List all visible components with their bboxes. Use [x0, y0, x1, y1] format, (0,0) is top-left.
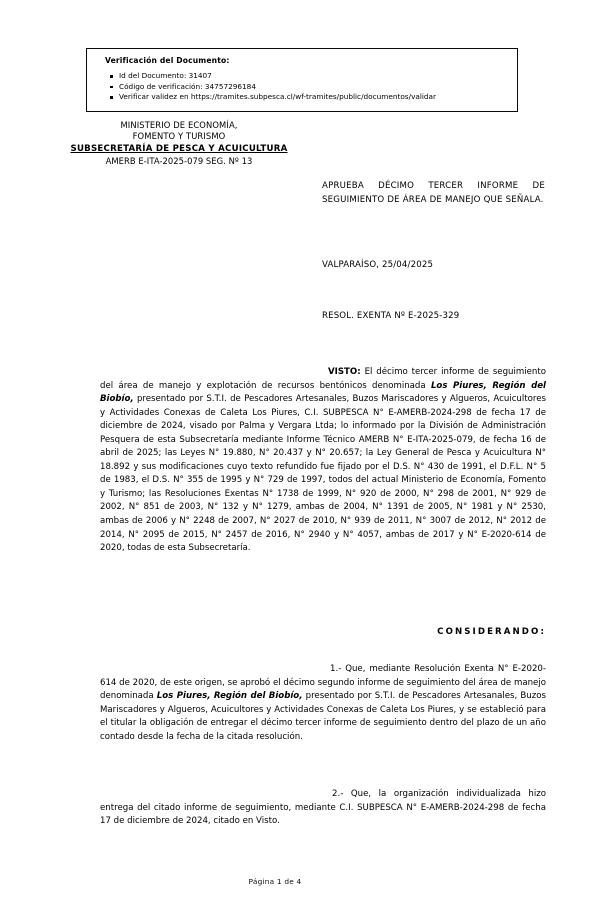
considerando-1-area-name: Los Piures, Región del Biobío, [156, 691, 303, 702]
subject-line-1: APRUEBA DÉCIMO TERCER INFORME [322, 181, 519, 191]
place-and-date: VALPARAÍSO, 25/04/2025 [322, 260, 434, 270]
considerando-item-1 [100, 663, 546, 744]
subject-line-3: MANEJO QUE SEÑALA. [444, 194, 544, 205]
visto-text-part-2: presentado por S.T.I. de Pescadores Artesanales, Buzos Mariscadores y Algueros, Acuicultores y Actividades Conexas de Caleta Los Piures, C.I. SUBPESCA N° E-AMERB-2024-298 de fecha 17 de diciembre de 2024, visado por Palma y Vergara Ltda; lo informado por la División de Administración Pesquera de esta Subsecretaría mediante Informe Técnico AMERB N° E-ITA-2025-079, de fecha 16 de abril de 2025; las Leyes N° 19.880, N° 20.437 y N° 20.657; la Ley General de Pesca y Acuicultura N° 18.892 y sus modificaciones cuyo texto refundido fue fijado por el D.S. N° 430 de 1991, el D.F.L. N° 5 de 1983, el D.S. N° 355 de 1995 y N° 729 de 1997, todos del actual Ministerio de Economía, Fomento y Turismo; las Resoluciones Exentas N° 1738 de 1999, N° 920 de 2000, N° 298 de 2001, N° 929 de 2002, N° 851 de 2003, N° 132 y N° 1279, ambas de 2004, N° 1391 de 2005, N° 1981 y N° 2530, ambas de 2006 y N° 2248 de 2007, N° 2027 de 2010, N° 939 de 2011, N° 3007 de 2012, N° 2012 de 2014, N° 2095 de 2015, N° 2457 de 2016, N° 2940 y N° 4057, ambas de 2017 y N° E-2020-614 de 2020, todas de esta Subsecretaría. [100, 394, 546, 554]
visto-section [100, 366, 546, 556]
verification-list [97, 71, 507, 103]
considerando-2-text: 2.- Que, la organización individualizada hizo entrega del citado informe de seguimiento, mediante C.I. SUBPESCA N° E-AMERB-2024-298 de fecha 17 de diciembre de 2024, citado en Visto. [100, 789, 546, 827]
verification-item-url: Verificar validez en https://tramites.subpesca.cl/wf-tramites/public/documentos/validar [119, 92, 507, 103]
considerando-1-text-part-2: presentado por S.T.I. de Pescadores Artesanales, Buzos Mariscadores y Algueros, Acuicultores y Actividades Conexas de Caleta Los Piures, y se estableció para el titular la obligación de entregar el décimo tercer informe de seguimiento dentro del plazo de un año contado desde la fecha de la citada resolución. [100, 691, 547, 742]
considerando-heading: CONSIDERANDO: [437, 627, 546, 637]
letterhead-file-code: AMERB E-ITA-2025-079 SEG. Nº 13 [105, 156, 253, 167]
verification-item-code: Código de verificación: 34757296184 [119, 82, 507, 93]
page-footer [0, 877, 600, 886]
visto-text-part-1: El décimo tercer informe de seguimiento del área de manejo y explotación de recursos bentónicos denominada [100, 367, 546, 391]
resolution-number: RESOL. EXENTA Nº E-2025-329 [322, 311, 460, 321]
visto-area-name: Los Piures, Región del Biobío, [100, 380, 546, 405]
considerando-item-2-paragraph [100, 788, 546, 829]
letterhead-ministry-line-1: MINISTERIO DE ECONOMÍA, [120, 120, 238, 130]
letterhead [34, 120, 324, 168]
considerando-item-2 [100, 788, 546, 829]
subject-line-2: DE SEGUIMIENTO DE ÁREA DE [322, 181, 545, 205]
verification-item-document-id: Id del Documento: 31407 [119, 71, 507, 82]
letterhead-subsecretaria: SUBSECRETARÍA DE PESCA Y ACUICULTURA [70, 143, 288, 154]
visto-paragraph [100, 366, 546, 556]
subject-block [322, 180, 545, 207]
considerando-1-text-part-1: 1.- Que, mediante Resolución Exenta N° E-2020-614 de 2020, de este origen, se aprobó el décimo segundo informe de seguimiento del área de manejo denominada [100, 664, 546, 702]
verification-box [86, 48, 518, 112]
verification-title: Verificación del Documento: [105, 56, 230, 65]
page-number-label: Página 1 de 4 [248, 877, 302, 886]
considerando-item-1-paragraph [100, 663, 546, 744]
letterhead-ministry-line-2: FOMENTO Y TURISMO [132, 131, 226, 142]
visto-label: VISTO: [328, 367, 361, 377]
